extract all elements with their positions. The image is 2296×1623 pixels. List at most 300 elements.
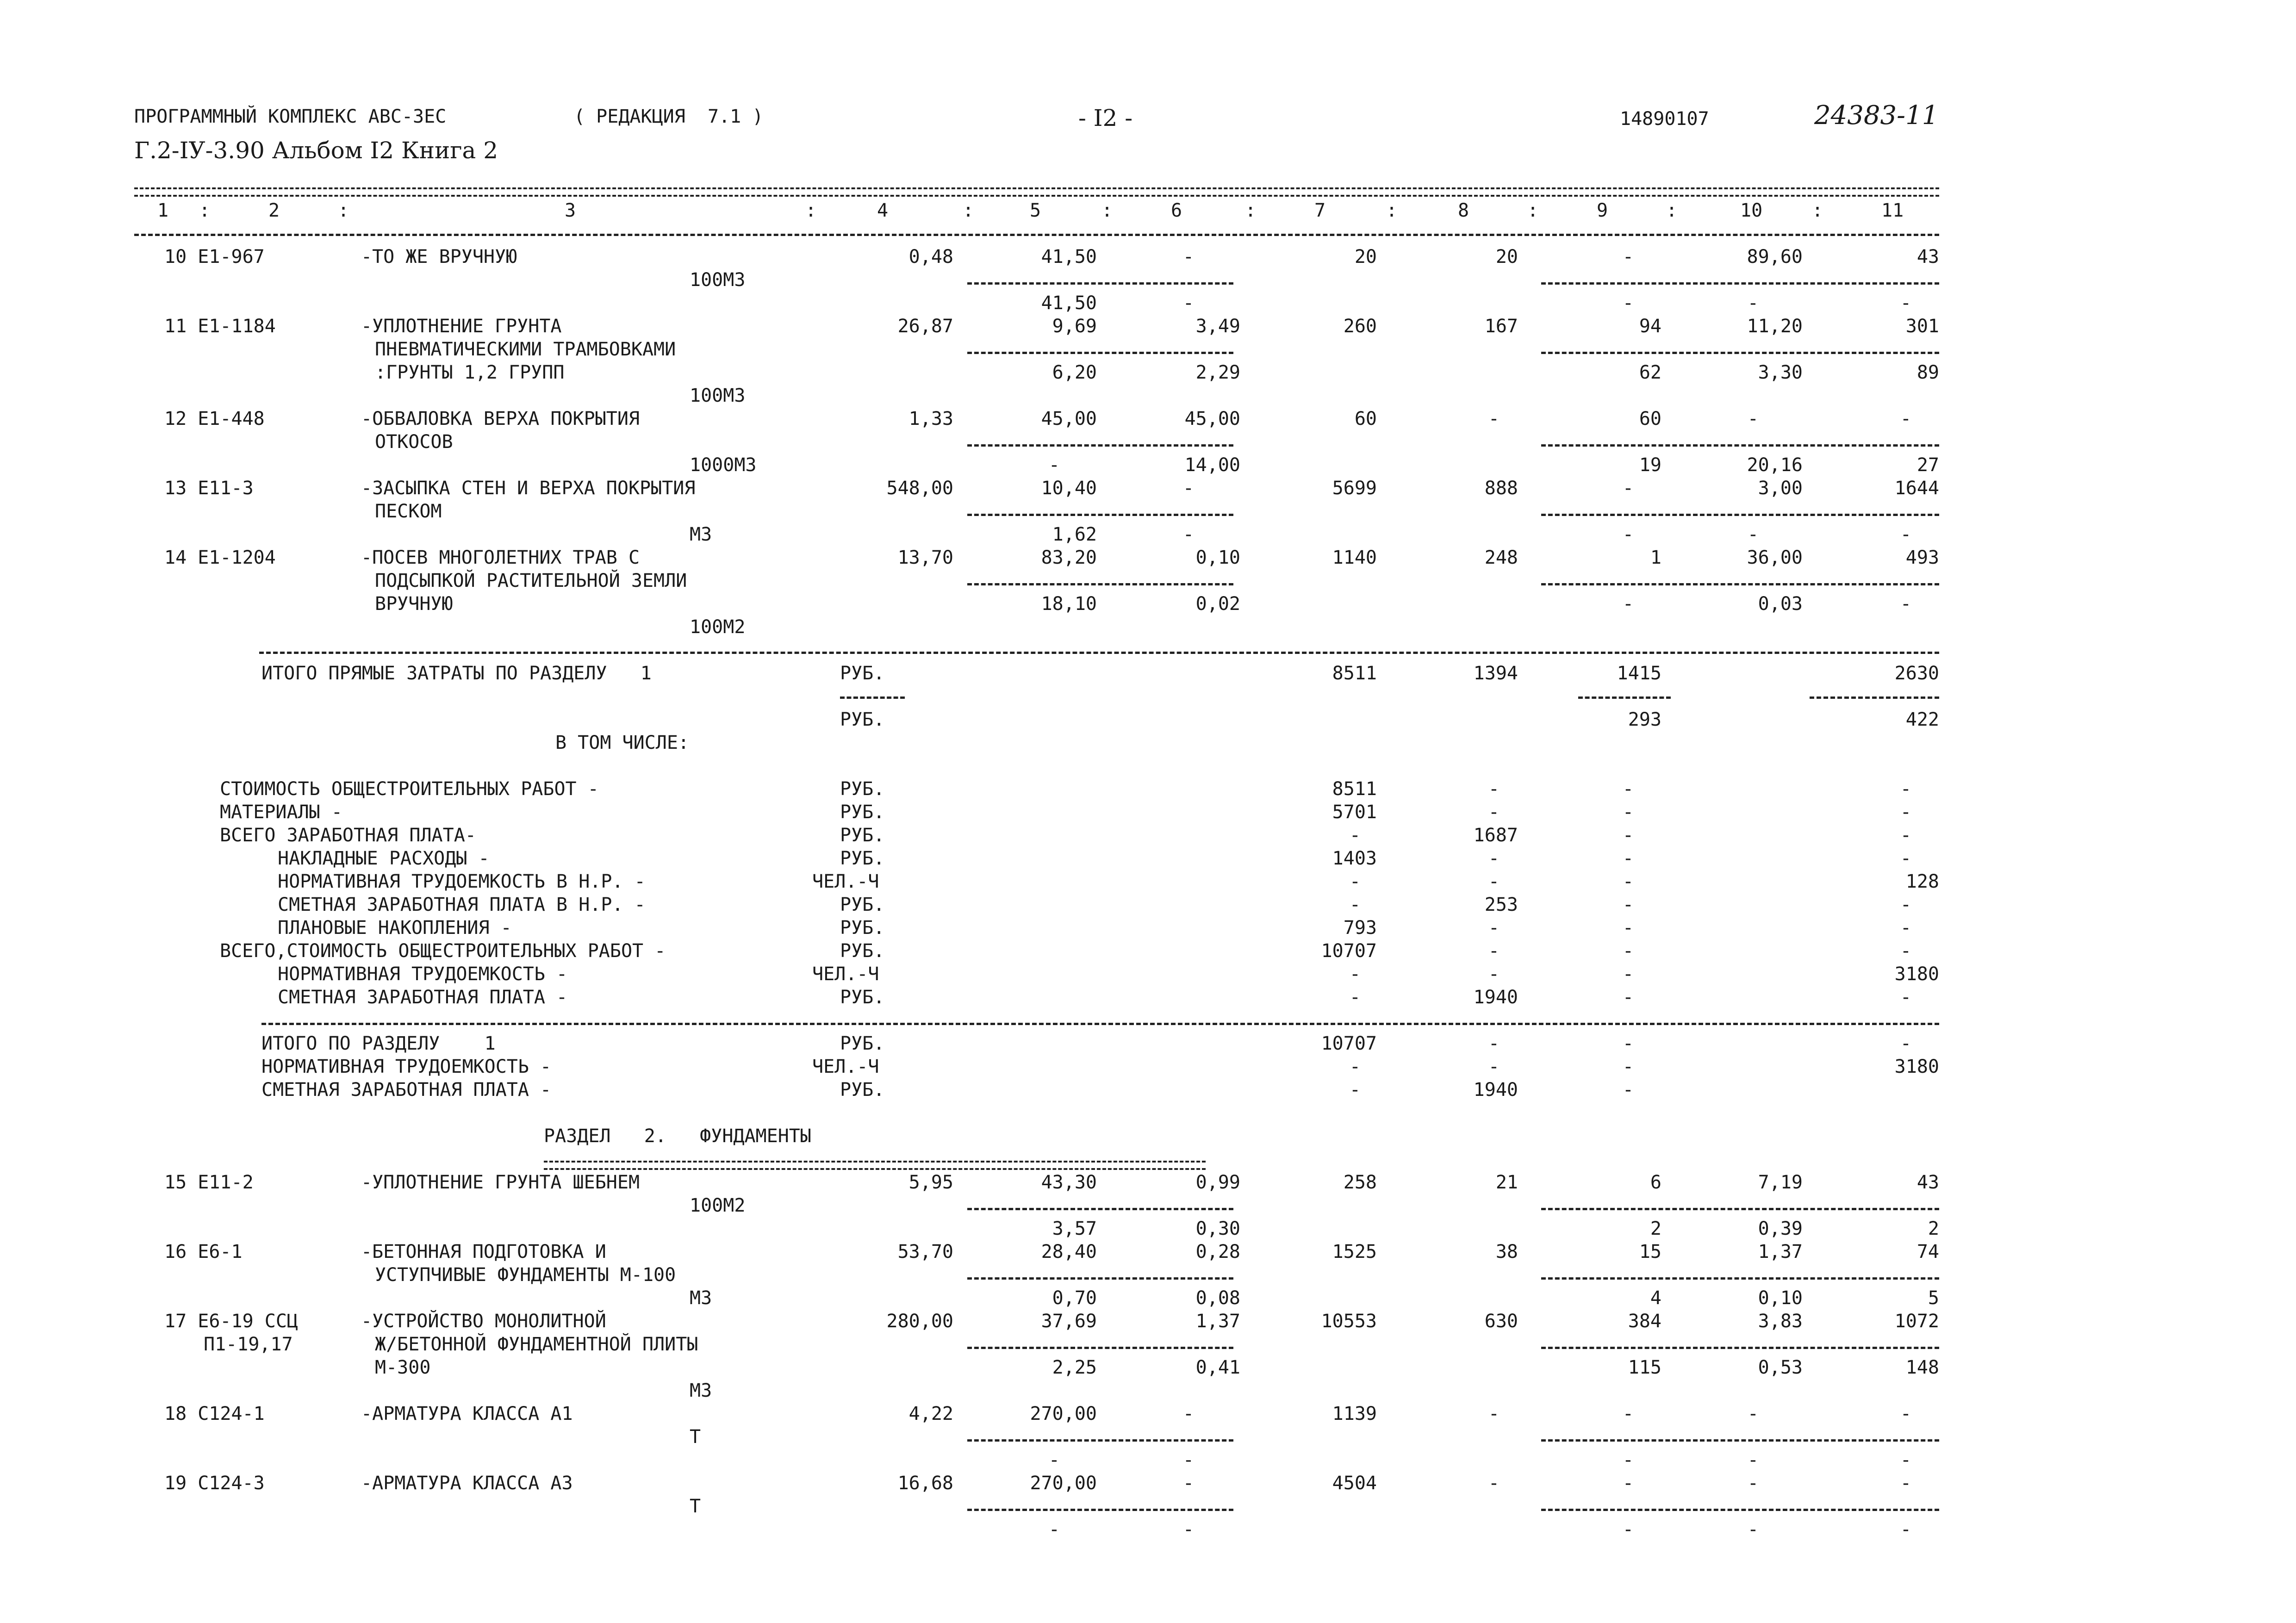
cell-value: 422 bbox=[1905, 709, 1939, 730]
cell-value: - bbox=[1488, 1403, 1500, 1424]
cell-value: - bbox=[1182, 478, 1194, 499]
row-rule bbox=[1541, 1277, 1939, 1280]
cell-value: - bbox=[1622, 1033, 1634, 1054]
line-text: -АРМАТУРА КЛАССА А3 bbox=[361, 1473, 573, 1494]
cell-value: - bbox=[1900, 778, 1911, 800]
row-rule bbox=[1541, 1347, 1939, 1349]
cell-value: 793 bbox=[1343, 917, 1377, 939]
cell-value: 10707 bbox=[1321, 940, 1377, 962]
cell-value: - bbox=[1182, 292, 1194, 314]
cell-value: 94 bbox=[1639, 316, 1661, 337]
cell-value: 27 bbox=[1916, 454, 1939, 476]
cell-value: - bbox=[1622, 894, 1634, 915]
cell-value: 493 bbox=[1905, 547, 1939, 568]
line-text: 10 Е1-967 bbox=[164, 246, 265, 267]
cell-value: 3180 bbox=[1894, 964, 1939, 985]
cell-value: 1140 bbox=[1332, 547, 1377, 568]
cell-value: 260 bbox=[1343, 316, 1377, 337]
cell-value: 7,19 bbox=[1758, 1172, 1803, 1193]
line-text: СМЕТНАЯ ЗАРАБОТНАЯ ПЛАТА - bbox=[278, 987, 568, 1008]
cell-value: - bbox=[1048, 1449, 1060, 1471]
cell-value: - bbox=[1048, 1519, 1060, 1540]
line-text: 15 Е11-2 bbox=[164, 1172, 254, 1193]
cell-value: 4 bbox=[1650, 1287, 1661, 1309]
line-text: 19 С124-3 bbox=[164, 1473, 265, 1494]
document-number: 24383-11 bbox=[1814, 100, 1939, 131]
cell-value: - bbox=[1622, 848, 1634, 869]
row-rule bbox=[967, 1509, 1233, 1511]
cell-value: 45,00 bbox=[1041, 408, 1097, 429]
cell-value: - bbox=[1900, 802, 1911, 823]
cell-value: 3,83 bbox=[1758, 1311, 1803, 1332]
cell-value: 1,33 bbox=[908, 408, 953, 429]
line-text: -ОБВАЛОВКА ВЕРХА ПОКРЫТИЯ bbox=[361, 408, 640, 429]
line-text: -УСТРОЙСТВО МОНОЛИТНОЙ bbox=[361, 1311, 606, 1332]
cell-value: - bbox=[1622, 1473, 1634, 1494]
cell-value: 1,37 bbox=[1195, 1311, 1240, 1332]
cell-value: - bbox=[1488, 964, 1500, 985]
cell-value: 62 bbox=[1639, 362, 1661, 383]
line-text: 100М2 bbox=[690, 1195, 746, 1216]
cell-value: 28,40 bbox=[1041, 1241, 1097, 1262]
column-header: : bbox=[1527, 200, 1539, 221]
cell-value: 74 bbox=[1916, 1241, 1939, 1262]
cell-value: 41,50 bbox=[1041, 246, 1097, 267]
row-rule bbox=[1541, 1509, 1939, 1511]
cell-value: 253 bbox=[1484, 894, 1518, 915]
cell-value: - bbox=[1747, 1449, 1759, 1471]
cell-value: 9,69 bbox=[1052, 316, 1097, 337]
line-text: РУБ. bbox=[840, 987, 885, 1008]
column-header: : bbox=[1386, 200, 1398, 221]
column-header: 2 bbox=[268, 200, 280, 221]
cell-value: 45,00 bbox=[1184, 408, 1240, 429]
line-text: -ТО ЖЕ ВРУЧНУЮ bbox=[361, 246, 517, 267]
cell-value: 14,00 bbox=[1184, 454, 1240, 476]
line-text: -УПЛОТНЕНИЕ ГРУНТА bbox=[361, 316, 562, 337]
line-text: ОТКОСОВ bbox=[375, 431, 453, 453]
row-rule bbox=[967, 352, 1233, 354]
column-header: 3 bbox=[565, 200, 576, 221]
line-text: Т bbox=[690, 1496, 701, 1517]
cell-value: - bbox=[1622, 917, 1634, 939]
cell-value: 115 bbox=[1628, 1357, 1661, 1378]
page-number: - I2 - bbox=[1078, 105, 1133, 131]
section-heading-underline bbox=[544, 1161, 1206, 1170]
column-header: : bbox=[963, 200, 974, 221]
line-text: ВСЕГО,СТОИМОСТЬ ОБЩЕСТРОИТЕЛЬНЫХ РАБОТ - bbox=[220, 940, 666, 962]
cell-value: - bbox=[1900, 292, 1911, 314]
cell-value: - bbox=[1900, 940, 1911, 962]
cell-value: 60 bbox=[1639, 408, 1661, 429]
cell-value: 1415 bbox=[1617, 663, 1661, 684]
cell-value: 3,49 bbox=[1195, 316, 1240, 337]
line-text: РУБ. bbox=[840, 848, 885, 869]
line-text: МАТЕРИАЛЫ - bbox=[220, 802, 342, 823]
cell-value: 8511 bbox=[1332, 778, 1377, 800]
cell-value: - bbox=[1622, 1079, 1634, 1101]
cell-value: 43,30 bbox=[1041, 1172, 1097, 1193]
cell-value: - bbox=[1488, 778, 1500, 800]
cell-value: - bbox=[1182, 1519, 1194, 1540]
row-rule bbox=[1541, 1439, 1939, 1442]
cell-value: 60 bbox=[1354, 408, 1377, 429]
cell-value: - bbox=[1747, 1473, 1759, 1494]
row-rule bbox=[967, 282, 1233, 285]
row-rule bbox=[1541, 1208, 1939, 1210]
cell-value: 167 bbox=[1484, 316, 1518, 337]
cell-value: 258 bbox=[1343, 1172, 1377, 1193]
line-text: Т bbox=[690, 1426, 701, 1448]
cell-value: 148 bbox=[1905, 1357, 1939, 1378]
line-text: РУБ. bbox=[840, 894, 885, 915]
row-rule bbox=[1541, 583, 1939, 585]
line-text: ВСЕГО ЗАРАБОТНАЯ ПЛАТА- bbox=[220, 825, 476, 846]
cell-value: - bbox=[1488, 917, 1500, 939]
cell-value: - bbox=[1488, 802, 1500, 823]
cell-value: 0,41 bbox=[1195, 1357, 1240, 1378]
line-text: СТОИМОСТЬ ОБЩЕСТРОИТЕЛЬНЫХ РАБОТ - bbox=[220, 778, 599, 800]
column-header: : bbox=[805, 200, 817, 221]
cell-value: 280,00 bbox=[886, 1311, 953, 1332]
line-text: РУБ. bbox=[840, 825, 885, 846]
row-rule bbox=[967, 1347, 1233, 1349]
cell-value: - bbox=[1622, 940, 1634, 962]
cell-value: - bbox=[1622, 478, 1634, 499]
column-header: 4 bbox=[877, 200, 889, 221]
cell-value: 0,70 bbox=[1052, 1287, 1097, 1309]
line-text: ЧЕЛ.-Ч bbox=[812, 871, 879, 892]
program-edition: ( РЕДАКЦИЯ 7.1 ) bbox=[574, 106, 764, 127]
line-text: ПЛАНОВЫЕ НАКОПЛЕНИЯ - bbox=[278, 917, 512, 939]
cell-value: 0,10 bbox=[1758, 1287, 1803, 1309]
line-text: М3 bbox=[690, 1287, 712, 1309]
cell-value: 6,20 bbox=[1052, 362, 1097, 383]
line-text: 18 С124-1 bbox=[164, 1403, 265, 1424]
cell-value: - bbox=[1182, 1449, 1194, 1471]
cell-value: 0,28 bbox=[1195, 1241, 1240, 1262]
line-text: НАКЛАДНЫЕ РАСХОДЫ - bbox=[278, 848, 490, 869]
cell-value: - bbox=[1900, 1519, 1911, 1540]
cell-value: 18,10 bbox=[1041, 593, 1097, 615]
cell-value: 2 bbox=[1650, 1218, 1661, 1239]
line-text: -ПОСЕВ МНОГОЛЕТНИХ ТРАВ С bbox=[361, 547, 640, 568]
line-text: М-300 bbox=[375, 1357, 431, 1378]
cell-value: 37,69 bbox=[1041, 1311, 1097, 1332]
cell-value: 0,99 bbox=[1195, 1172, 1240, 1193]
cell-value: - bbox=[1622, 987, 1634, 1008]
cell-value: - bbox=[1349, 894, 1361, 915]
cell-value: - bbox=[1622, 802, 1634, 823]
cell-value: 89,60 bbox=[1747, 246, 1803, 267]
line-text: 16 Е6-1 bbox=[164, 1241, 243, 1262]
header-top-rule bbox=[134, 187, 1939, 197]
cell-value: 89 bbox=[1916, 362, 1939, 383]
line-text: В ТОМ ЧИСЛЕ: bbox=[555, 732, 689, 753]
cell-value: - bbox=[1622, 524, 1634, 545]
line-text: :ГРУНТЫ 1,2 ГРУПП bbox=[375, 362, 565, 383]
cell-value: 2 bbox=[1928, 1218, 1939, 1239]
line-text: РАЗДЕЛ 2. ФУНДАМЕНТЫ bbox=[544, 1126, 811, 1147]
cell-value: - bbox=[1900, 1449, 1911, 1471]
line-text: 100М3 bbox=[690, 269, 746, 291]
line-text: ИТОГО ПРЯМЫЕ ЗАТРАТЫ ПО РАЗДЕЛУ 1 bbox=[261, 663, 652, 684]
cell-value: - bbox=[1622, 871, 1634, 892]
line-text: РУБ. bbox=[840, 709, 885, 730]
cell-value: 3180 bbox=[1894, 1056, 1939, 1077]
cell-value: 0,03 bbox=[1758, 593, 1803, 615]
column-header: 9 bbox=[1597, 200, 1608, 221]
line-text: Ж/БЕТОННОЙ ФУНДАМЕНТНОЙ ПЛИТЫ bbox=[375, 1334, 698, 1355]
column-header: 1 bbox=[157, 200, 169, 221]
cell-value: - bbox=[1182, 246, 1194, 267]
line-text: 13 Е11-3 bbox=[164, 478, 254, 499]
cell-value: - bbox=[1048, 454, 1060, 476]
cell-value: - bbox=[1488, 1033, 1500, 1054]
row-rule bbox=[967, 1439, 1233, 1442]
line-text: РУБ. bbox=[840, 778, 885, 800]
cell-value: 6 bbox=[1650, 1172, 1661, 1193]
section-divider bbox=[261, 1023, 1939, 1025]
column-header: 11 bbox=[1881, 200, 1904, 221]
cell-value: 15 bbox=[1639, 1241, 1661, 1262]
cell-value: 1525 bbox=[1332, 1241, 1377, 1262]
cell-value: - bbox=[1900, 825, 1911, 846]
cell-value: 4504 bbox=[1332, 1473, 1377, 1494]
cell-value: 53,70 bbox=[897, 1241, 953, 1262]
column-header: : bbox=[1101, 200, 1113, 221]
cell-value: 1644 bbox=[1894, 478, 1939, 499]
column-header: : bbox=[199, 200, 211, 221]
cell-value: - bbox=[1900, 848, 1911, 869]
line-text: 12 Е1-448 bbox=[164, 408, 265, 429]
cell-value: - bbox=[1349, 871, 1361, 892]
row-rule bbox=[967, 1277, 1233, 1280]
cell-value: 0,48 bbox=[908, 246, 953, 267]
cell-value: 1 bbox=[1650, 547, 1661, 568]
cell-value: 1403 bbox=[1332, 848, 1377, 869]
line-text: 11 Е1-1184 bbox=[164, 316, 276, 337]
row-rule bbox=[1541, 444, 1939, 447]
cell-value: - bbox=[1900, 894, 1911, 915]
cell-value: 5699 bbox=[1332, 478, 1377, 499]
line-text: РУБ. bbox=[840, 917, 885, 939]
cell-value: - bbox=[1900, 1403, 1911, 1424]
cell-value: 4,22 bbox=[908, 1403, 953, 1424]
cell-value: - bbox=[1900, 524, 1911, 545]
column-header: : bbox=[1245, 200, 1257, 221]
line-text: М3 bbox=[690, 1380, 712, 1401]
document-code: 14890107 bbox=[1620, 108, 1709, 130]
cell-value: - bbox=[1182, 1473, 1194, 1494]
cell-value: 10,40 bbox=[1041, 478, 1097, 499]
cell-value: 1,37 bbox=[1758, 1241, 1803, 1262]
column-header: 10 bbox=[1740, 200, 1763, 221]
cell-value: 0,10 bbox=[1195, 547, 1240, 568]
cell-value: - bbox=[1622, 1519, 1634, 1540]
cell-value: 20 bbox=[1495, 246, 1518, 267]
cell-value: 3,30 bbox=[1758, 362, 1803, 383]
cell-value: 8511 bbox=[1332, 663, 1377, 684]
cell-value: 128 bbox=[1905, 871, 1939, 892]
line-text: РУБ. bbox=[840, 802, 885, 823]
cell-value: 301 bbox=[1905, 316, 1939, 337]
column-header: 7 bbox=[1314, 200, 1326, 221]
line-text: СМЕТНАЯ ЗАРАБОТНАЯ ПЛАТА - bbox=[261, 1079, 552, 1101]
cell-value: - bbox=[1182, 1403, 1194, 1424]
cell-value: - bbox=[1900, 593, 1911, 615]
line-text: 1000М3 bbox=[690, 454, 757, 476]
cell-value: 0,08 bbox=[1195, 1287, 1240, 1309]
cell-value: 270,00 bbox=[1030, 1473, 1097, 1494]
line-text: РУБ. bbox=[840, 940, 885, 962]
line-text: РУБ. bbox=[840, 1079, 885, 1101]
line-text: М3 bbox=[690, 524, 712, 545]
cell-value: 36,00 bbox=[1747, 547, 1803, 568]
line-text: ЧЕЛ.-Ч bbox=[812, 1056, 879, 1077]
cell-value: - bbox=[1747, 1403, 1759, 1424]
line-text: П1-19,17 bbox=[204, 1334, 293, 1355]
cell-value: 0,02 bbox=[1195, 593, 1240, 615]
cell-value: - bbox=[1622, 1449, 1634, 1471]
line-text: -ЗАСЫПКА СТЕН И ВЕРХА ПОКРЫТИЯ bbox=[361, 478, 696, 499]
cell-value: 20,16 bbox=[1747, 454, 1803, 476]
line-text: ПЕСКОМ bbox=[375, 501, 442, 522]
cell-value: 83,20 bbox=[1041, 547, 1097, 568]
row-rule bbox=[1541, 352, 1939, 354]
cell-value: 270,00 bbox=[1030, 1403, 1097, 1424]
cell-value: 20 bbox=[1354, 246, 1377, 267]
cell-value: 5701 bbox=[1332, 802, 1377, 823]
cell-value: 43 bbox=[1916, 246, 1939, 267]
cell-value: - bbox=[1622, 246, 1634, 267]
cell-value: 5,95 bbox=[908, 1172, 953, 1193]
line-text: -УПЛОТНЕНИЕ ГРУНТА ШЕБНЕМ bbox=[361, 1172, 640, 1193]
cell-value: - bbox=[1349, 987, 1361, 1008]
cell-value: - bbox=[1900, 987, 1911, 1008]
cell-value: - bbox=[1900, 1473, 1911, 1494]
cell-value: 11,20 bbox=[1747, 316, 1803, 337]
cell-value: - bbox=[1488, 848, 1500, 869]
cell-value: 41,50 bbox=[1041, 292, 1097, 314]
cell-value: 1940 bbox=[1473, 987, 1518, 1008]
cell-value: - bbox=[1488, 1473, 1500, 1494]
cell-value: - bbox=[1622, 964, 1634, 985]
cell-value: 21 bbox=[1495, 1172, 1518, 1193]
line-text: -БЕТОННАЯ ПОДГОТОВКА И bbox=[361, 1241, 606, 1262]
cell-value: - bbox=[1622, 292, 1634, 314]
cell-value: - bbox=[1622, 1403, 1634, 1424]
cell-value: 26,87 bbox=[897, 316, 953, 337]
cell-value: 2630 bbox=[1894, 663, 1939, 684]
cell-value: - bbox=[1182, 524, 1194, 545]
line-text: 14 Е1-1204 bbox=[164, 547, 276, 568]
cell-value: 13,70 bbox=[897, 547, 953, 568]
row-rule bbox=[1541, 282, 1939, 285]
line-text: ПНЕВМАТИЧЕСКИМИ ТРАМБОВКАМИ bbox=[375, 339, 676, 360]
column-header: : bbox=[1812, 200, 1823, 221]
row-rule bbox=[967, 1208, 1233, 1210]
cell-value: - bbox=[1488, 1056, 1500, 1077]
cell-value: - bbox=[1900, 1033, 1911, 1054]
line-text: УСТУПЧИВЫЕ ФУНДАМЕНТЫ М-100 bbox=[375, 1264, 676, 1286]
line-text: ПОДСЫПКОЙ РАСТИТЕЛЬНОЙ ЗЕМЛИ bbox=[375, 570, 687, 591]
cell-value: 0,30 bbox=[1195, 1218, 1240, 1239]
cell-value: 248 bbox=[1484, 547, 1518, 568]
album-title: Г.2-IУ-3.90 Альбом I2 Книга 2 bbox=[134, 137, 498, 164]
line-text: 100М2 bbox=[690, 616, 746, 638]
program-title: ПРОГРАММНЫЙ КОМПЛЕКС АВС-3ЕС bbox=[134, 106, 447, 127]
line-text: ЧЕЛ.-Ч bbox=[812, 964, 879, 985]
cell-value: 548,00 bbox=[886, 478, 953, 499]
cell-value: - bbox=[1349, 1079, 1361, 1101]
line-text: ИТОГО ПО РАЗДЕЛУ 1 bbox=[261, 1033, 496, 1054]
row-rule bbox=[967, 583, 1233, 585]
line-text: НОРМАТИВНАЯ ТРУДОЕМКОСТЬ - bbox=[261, 1056, 552, 1077]
cell-value: 1687 bbox=[1473, 825, 1518, 846]
column-header: 6 bbox=[1171, 200, 1182, 221]
cell-value: - bbox=[1747, 524, 1759, 545]
cell-value: - bbox=[1488, 871, 1500, 892]
cell-value: - bbox=[1747, 1519, 1759, 1540]
cell-value: 5 bbox=[1928, 1287, 1939, 1309]
cell-value: - bbox=[1349, 1056, 1361, 1077]
line-text: 17 Е6-19 ССЦ bbox=[164, 1311, 298, 1332]
cell-value: - bbox=[1622, 1056, 1634, 1077]
row-rule bbox=[1541, 514, 1939, 516]
cell-value: 3,57 bbox=[1052, 1218, 1097, 1239]
line-text: РУБ. bbox=[840, 1033, 885, 1054]
row-rule bbox=[967, 514, 1233, 516]
row-rule bbox=[1810, 696, 1939, 699]
column-header: 5 bbox=[1030, 200, 1041, 221]
cell-value: - bbox=[1900, 408, 1911, 429]
cell-value: - bbox=[1747, 292, 1759, 314]
line-text: РУБ. bbox=[840, 663, 885, 684]
line-text: 100М3 bbox=[690, 385, 746, 406]
line-text: -АРМАТУРА КЛАССА А1 bbox=[361, 1403, 573, 1424]
column-header: : bbox=[338, 200, 349, 221]
cell-value: 38 bbox=[1495, 1241, 1518, 1262]
cell-value: - bbox=[1488, 408, 1500, 429]
cell-value: 1940 bbox=[1473, 1079, 1518, 1101]
cell-value: - bbox=[1747, 408, 1759, 429]
row-rule bbox=[967, 444, 1233, 447]
row-rule bbox=[840, 696, 905, 699]
cell-value: 1072 bbox=[1894, 1311, 1939, 1332]
cell-value: 3,00 bbox=[1758, 478, 1803, 499]
cell-value: - bbox=[1622, 825, 1634, 846]
line-text: ВРУЧНУЮ bbox=[375, 593, 453, 615]
cell-value: 1139 bbox=[1332, 1403, 1377, 1424]
cell-value: - bbox=[1622, 778, 1634, 800]
cell-value: 0,53 bbox=[1758, 1357, 1803, 1378]
cell-value: 293 bbox=[1628, 709, 1661, 730]
row-rule bbox=[1578, 696, 1671, 699]
line-text: НОРМАТИВНАЯ ТРУДОЕМКОСТЬ В Н.Р. - bbox=[278, 871, 646, 892]
cell-value: 2,29 bbox=[1195, 362, 1240, 383]
section-divider bbox=[259, 652, 1939, 654]
cell-value: 19 bbox=[1639, 454, 1661, 476]
cell-value: 888 bbox=[1484, 478, 1518, 499]
column-header: : bbox=[1666, 200, 1678, 221]
cell-value: 10553 bbox=[1321, 1311, 1377, 1332]
cell-value: 10707 bbox=[1321, 1033, 1377, 1054]
column-header: 8 bbox=[1458, 200, 1469, 221]
cell-value: 0,39 bbox=[1758, 1218, 1803, 1239]
cell-value: - bbox=[1622, 593, 1634, 615]
line-text: НОРМАТИВНАЯ ТРУДОЕМКОСТЬ - bbox=[278, 964, 568, 985]
